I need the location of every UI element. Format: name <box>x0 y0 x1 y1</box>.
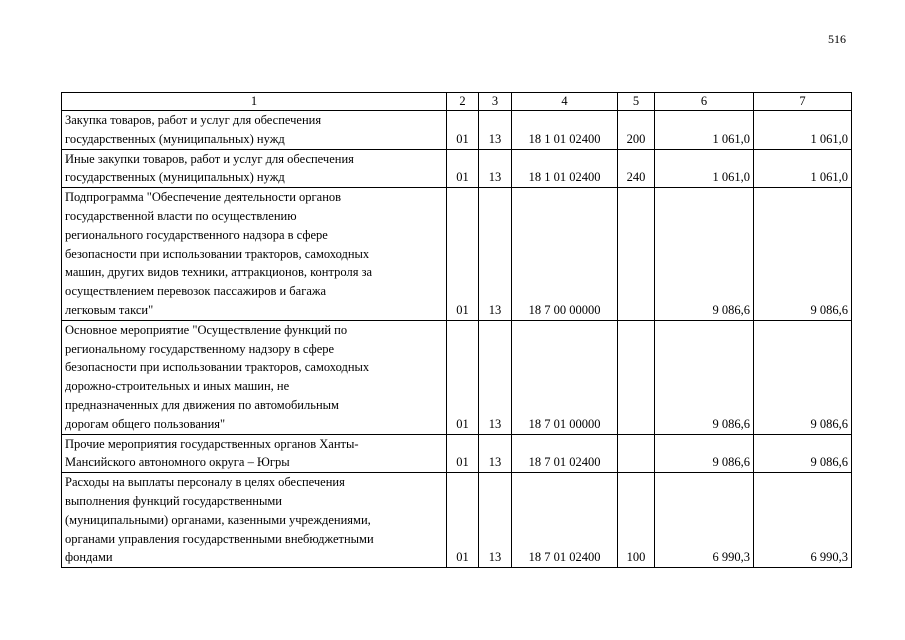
row-podrazdel: 13 <box>479 188 512 321</box>
row-podrazdel: 13 <box>479 149 512 188</box>
row-name-line: легковым такси" <box>65 302 154 317</box>
row-name-line: Основное мероприятие "Осуществление функций по <box>65 322 348 337</box>
row-name-line: (муниципальными) органами, казенными учреждениями, <box>65 512 371 527</box>
row-podrazdel: 13 <box>479 320 512 434</box>
row-name <box>62 473 447 568</box>
row-amount-2: 1 061,0 <box>754 149 852 188</box>
row-amount-1: 9 086,6 <box>655 320 754 434</box>
row-name-line: предназначенных для движения по автомобильным <box>65 397 339 412</box>
row-name-line: Иные закупки товаров, работ и услуг для обеспечения <box>65 151 354 166</box>
row-name-line: дорожно-строительных и иных машин, не <box>65 379 290 394</box>
row-target-article: 18 7 00 00000 <box>512 188 618 321</box>
row-name <box>62 188 447 321</box>
row-name-line: фондами <box>65 550 113 565</box>
row-amount-1: 6 990,3 <box>655 473 754 568</box>
row-name-line: дорогам общего пользования" <box>65 416 226 431</box>
column-header-podrazdel: 3 <box>479 93 512 111</box>
column-header-target-article: 4 <box>512 93 618 111</box>
table-row <box>62 111 852 150</box>
table-row <box>62 320 852 434</box>
row-amount-2: 1 061,0 <box>754 111 852 150</box>
row-podrazdel: 13 <box>479 434 512 473</box>
row-name <box>62 111 447 150</box>
column-header-amount-1: 6 <box>655 93 754 111</box>
table-row <box>62 434 852 473</box>
row-name-line: органами управления государственными внебюджетными <box>65 531 374 546</box>
row-name-line: региональному государственному надзору в сфере <box>65 341 335 356</box>
row-amount-2: 9 086,6 <box>754 320 852 434</box>
table-row <box>62 473 852 568</box>
row-target-article: 18 7 01 02400 <box>512 473 618 568</box>
row-razdel: 01 <box>447 434 479 473</box>
row-expense-type: 200 <box>618 111 655 150</box>
table-row <box>62 188 852 321</box>
header-row <box>62 93 852 111</box>
row-name <box>62 434 447 473</box>
row-expense-type: 240 <box>618 149 655 188</box>
row-name-line: машин, других видов техники, аттракционов, контроля за <box>65 265 373 280</box>
row-name-line: государственной власти по осуществлению <box>65 208 297 223</box>
row-name-line: выполнения функций государственными <box>65 493 282 508</box>
row-expense-type <box>618 434 655 473</box>
row-razdel: 01 <box>447 320 479 434</box>
row-amount-1: 9 086,6 <box>655 188 754 321</box>
row-target-article: 18 1 01 02400 <box>512 111 618 150</box>
row-amount-2: 9 086,6 <box>754 434 852 473</box>
row-amount-2: 6 990,3 <box>754 473 852 568</box>
page-number: 516 <box>828 32 846 46</box>
row-name <box>62 320 447 434</box>
column-header-amount-2: 7 <box>754 93 852 111</box>
column-header-razdel: 2 <box>447 93 479 111</box>
row-name-line: регионального государственного надзора в сфере <box>65 227 328 242</box>
table-row <box>62 149 852 188</box>
row-amount-1: 1 061,0 <box>655 111 754 150</box>
row-target-article: 18 7 01 00000 <box>512 320 618 434</box>
row-name-line: Расходы на выплаты персоналу в целях обеспечения <box>65 475 345 490</box>
row-expense-type <box>618 188 655 321</box>
row-amount-1: 1 061,0 <box>655 149 754 188</box>
row-podrazdel: 13 <box>479 473 512 568</box>
row-razdel: 01 <box>447 149 479 188</box>
row-name-line: государственных (муниципальных) нужд <box>65 170 285 185</box>
row-expense-type <box>618 320 655 434</box>
row-name-line: государственных (муниципальных) нужд <box>65 131 285 146</box>
row-name-line: Мансийского автономного округа – Югры <box>65 455 290 470</box>
row-name <box>62 149 447 188</box>
row-target-article: 18 1 01 02400 <box>512 149 618 188</box>
row-razdel: 01 <box>447 188 479 321</box>
row-amount-2: 9 086,6 <box>754 188 852 321</box>
row-razdel: 01 <box>447 473 479 568</box>
row-name-line: безопасности при использовании тракторов, самоходных <box>65 360 370 375</box>
row-target-article: 18 7 01 02400 <box>512 434 618 473</box>
column-header-name: 1 <box>62 93 447 111</box>
row-amount-1: 9 086,6 <box>655 434 754 473</box>
row-name-line: Подпрограмма "Обеспечение деятельности органов <box>65 190 342 205</box>
budget-table <box>61 92 852 568</box>
row-expense-type: 100 <box>618 473 655 568</box>
row-name-line: осуществлением перевозок пассажиров и багажа <box>65 284 327 299</box>
row-name-line: Прочие мероприятия государственных органов Ханты- <box>65 436 359 451</box>
row-name-line: безопасности при использовании тракторов, самоходных <box>65 246 370 261</box>
column-header-expense-type: 5 <box>618 93 655 111</box>
row-podrazdel: 13 <box>479 111 512 150</box>
row-razdel: 01 <box>447 111 479 150</box>
row-name-line: Закупка товаров, работ и услуг для обеспечения <box>65 113 322 127</box>
